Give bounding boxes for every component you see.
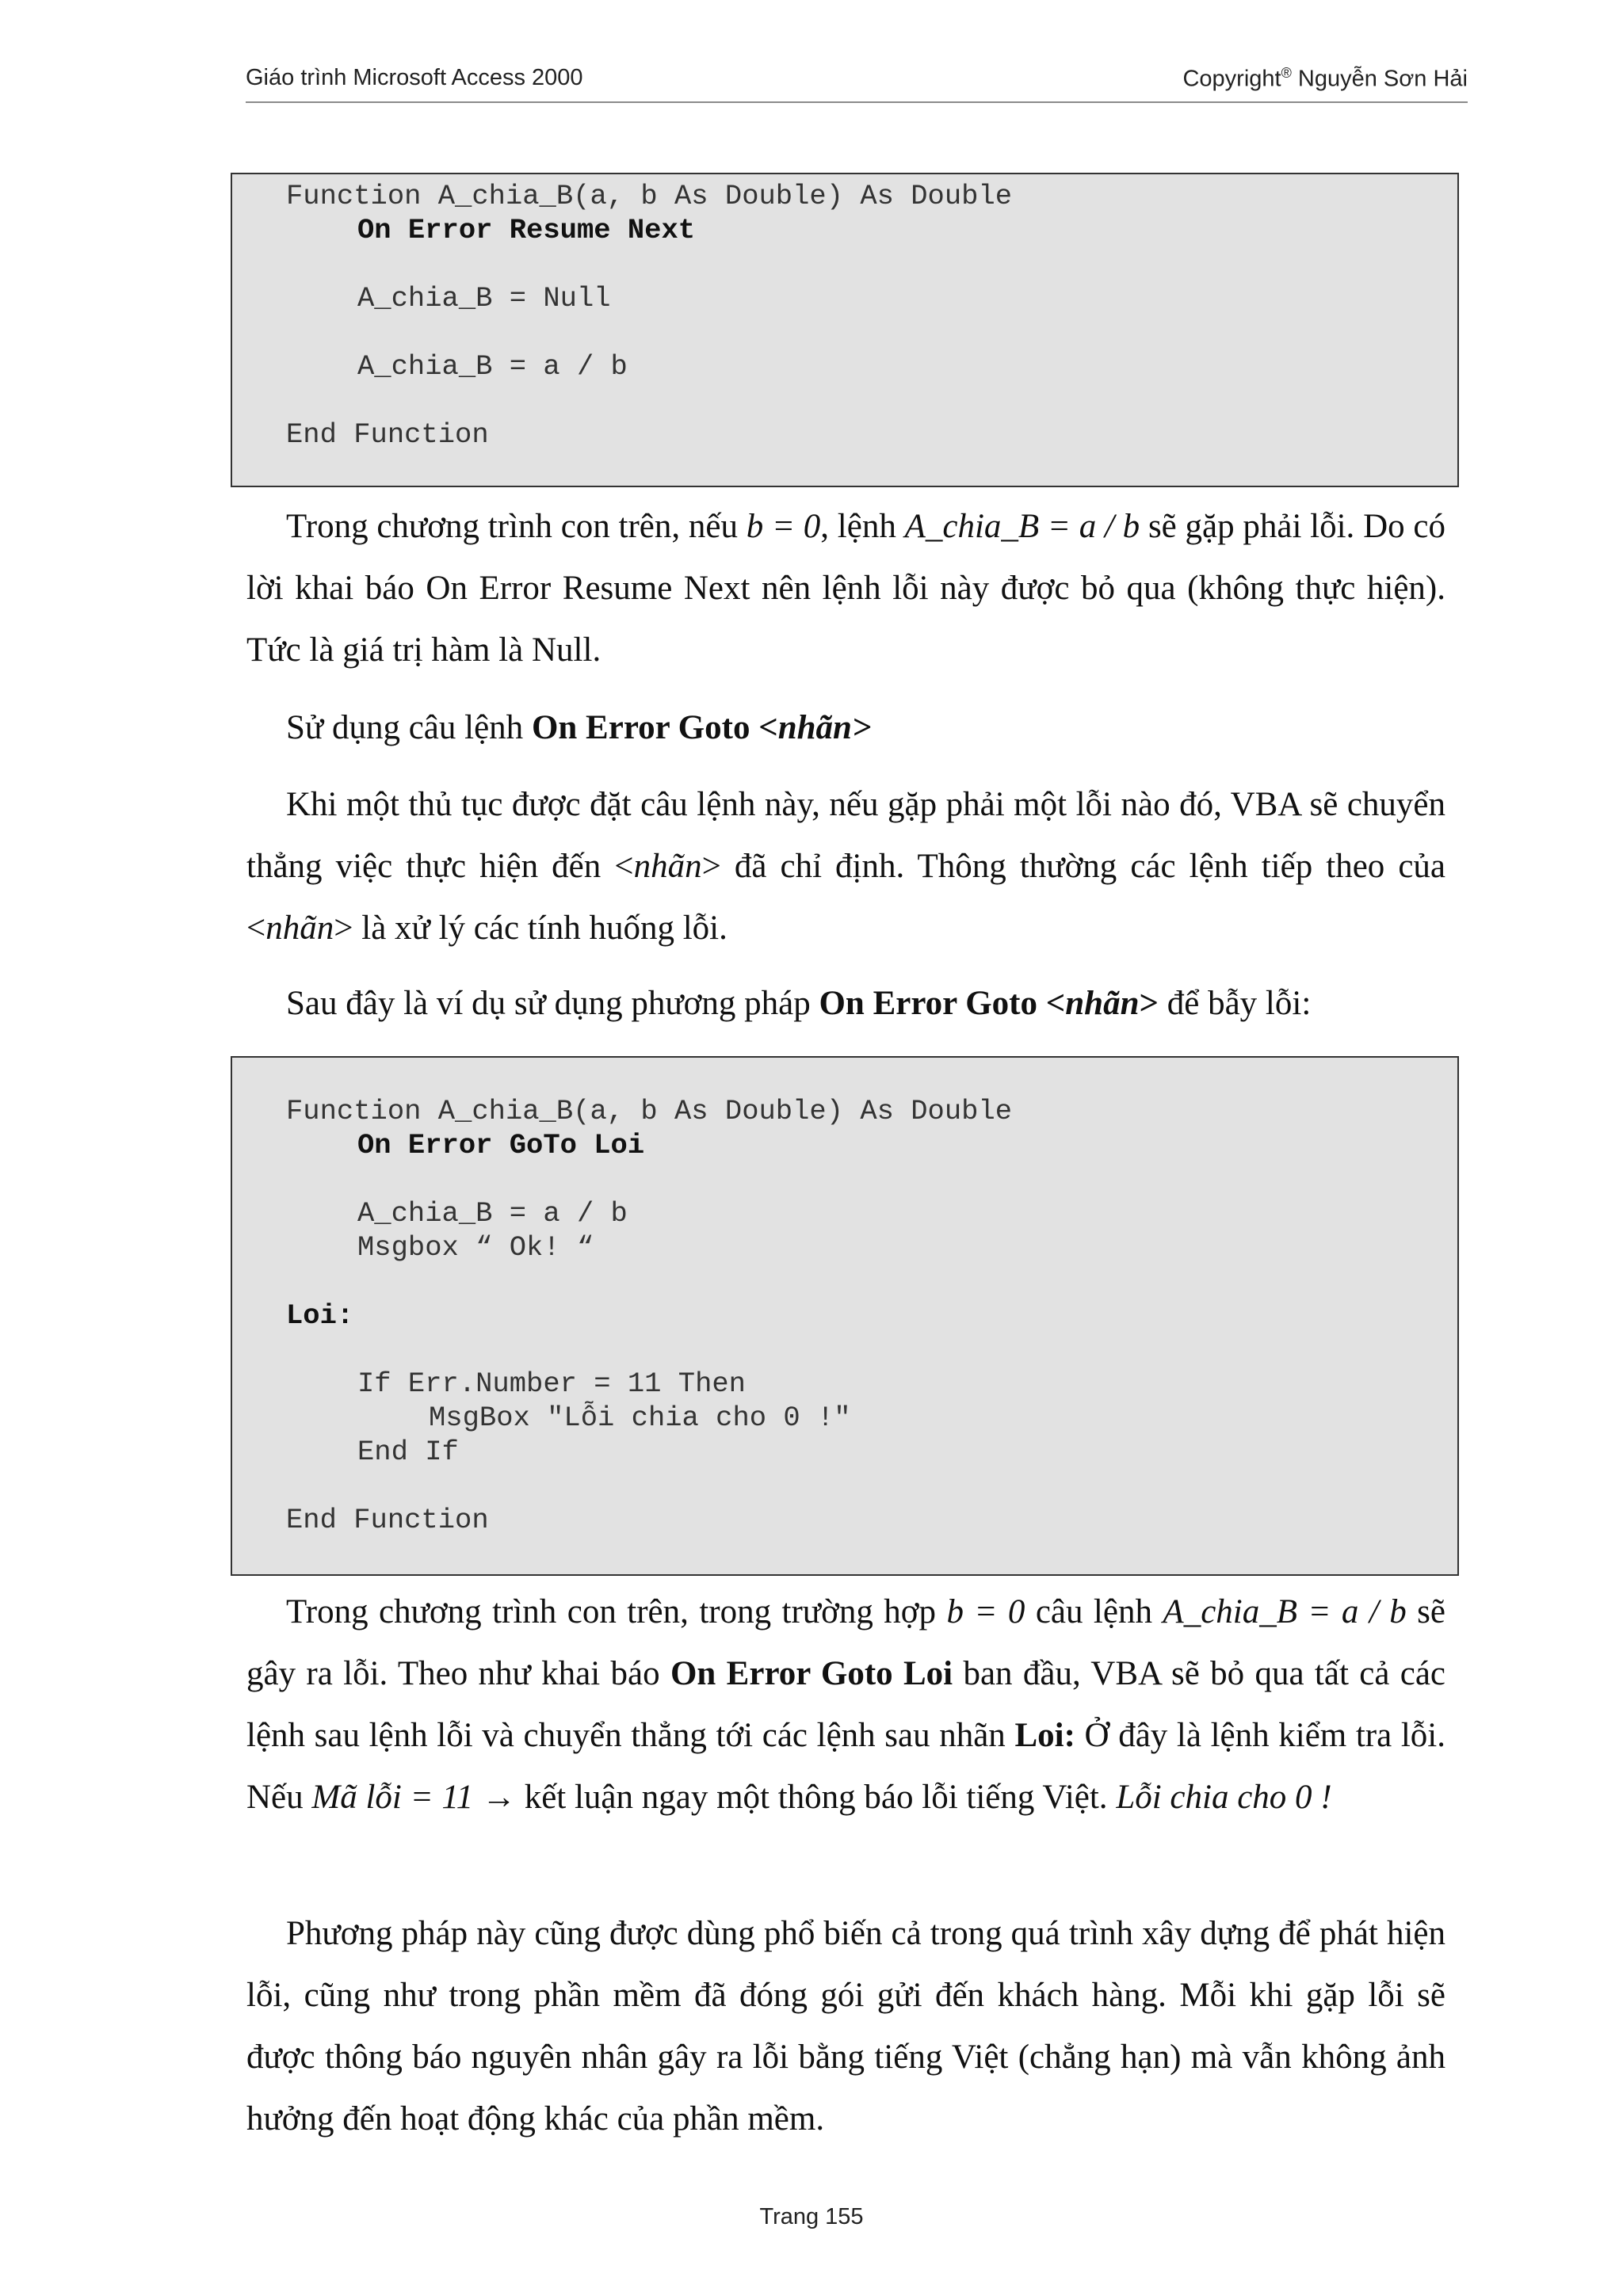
bold-text: On Error Goto: [531, 709, 759, 746]
code-line: If Err.Number = 11 Then: [357, 1367, 746, 1400]
code-line: A_chia_B = a / b: [357, 1197, 628, 1230]
arrow-icon: →: [473, 1779, 525, 1816]
bold-text: Loi:: [1014, 1717, 1075, 1754]
italic-text: b = 0: [946, 1593, 1025, 1630]
italic-text: Mã lỗi = 11: [311, 1779, 474, 1816]
text: sẽ gây ra lỗi. Theo như khai báo: [246, 1593, 1445, 1692]
italic-text: b = 0: [746, 508, 821, 545]
paragraph-resume-next-explanation: [246, 496, 1445, 681]
italic-text: A_chia_B = a / b: [1163, 1593, 1407, 1630]
code-line: End If: [357, 1436, 459, 1468]
page-header: [246, 62, 1468, 103]
author-name: Nguyễn Sơn Hải: [1291, 66, 1468, 92]
code-line: Function A_chia_B(a, b As Double) As Double: [286, 1095, 1013, 1127]
text: để bẫy lỗi:: [1159, 985, 1312, 1022]
text: ban đầu, VBA sẽ bỏ qua tất cả các lệnh sau lệnh lỗi và chuyển thẳng tới các lệnh sau nhãn: [246, 1655, 1445, 1754]
text: Trong chương trình con trên, trong trường hợp: [286, 1593, 947, 1630]
registered-mark: ®: [1281, 65, 1292, 81]
code-line: On Error GoTo Loi: [357, 1129, 645, 1161]
text: kết luận ngay một thông báo lỗi tiếng Việt.: [524, 1779, 1117, 1816]
code-block-resume-next: [231, 173, 1459, 487]
code-line: Msgbox “ Ok! “: [357, 1231, 594, 1264]
paragraph-goto-heading: [246, 697, 1445, 759]
italic-text: Lỗi chia cho 0 !: [1116, 1779, 1332, 1816]
bold-italic-text: <nhãn>: [758, 709, 872, 746]
text: Phương pháp này cũng được dùng phổ biến cả trong quá trình xây dựng để phát hiện lỗi, cũng như trong phần mềm đã đóng gói gửi đến khách hàng. Mỗi khi gặp lỗi sẽ được thông báo nguyên nhân gây ra lỗi bằng tiếng Việt (chẳng hạn) mà vẫn không ảnh hưởng đến hoạt động khác của phần mềm.: [246, 1915, 1445, 2138]
italic-text: A_chia_B = a / b: [904, 508, 1140, 545]
bold-italic-text: nhãn: [1065, 985, 1140, 1022]
italic-text: nhãn: [633, 848, 702, 885]
copyright-prefix: Copyright: [1182, 66, 1281, 92]
paragraph-goto-explanation: [246, 1581, 1445, 1829]
header-book-title: Giáo trình Microsoft Access 2000: [246, 65, 583, 90]
code-line: A_chia_B = Null: [357, 282, 611, 315]
text: > đã chỉ định. Thông thường các lệnh tiếp theo của <: [246, 848, 1445, 947]
paragraph-method-summary: [246, 1903, 1445, 2150]
text: Ở đây là lệnh kiểm tra lỗi. Nếu: [246, 1717, 1445, 1816]
text: sẽ gặp phải lỗi. Do có lời khai báo On Error Resume Next nên lệnh lỗi này được bỏ qua (không thực hiện). Tức là giá trị hàm là Null.: [246, 508, 1445, 669]
bold-text: On Error Goto Loi: [670, 1655, 953, 1692]
code-line: MsgBox "Lỗi chia cho 0 !": [429, 1402, 851, 1434]
code-line: End Function: [286, 418, 489, 451]
code-line: End Function: [286, 1504, 489, 1536]
code-line: On Error Resume Next: [357, 214, 696, 246]
code-line: A_chia_B = a / b: [357, 350, 628, 383]
text: , lệnh: [820, 508, 905, 545]
italic-text: nhãn: [265, 910, 334, 947]
code-label: Loi:: [286, 1299, 354, 1332]
text: câu lệnh: [1025, 1593, 1163, 1630]
text: Sử dụng câu lệnh: [286, 709, 532, 746]
text: > là xử lý các tính huống lỗi.: [334, 910, 727, 947]
bold-text: >: [1139, 985, 1159, 1022]
bold-text: On Error Goto <: [819, 985, 1066, 1022]
code-line: Function A_chia_B(a, b As Double) As Double: [286, 180, 1013, 212]
paragraph-example-intro: [246, 973, 1445, 1035]
page-number: Trang 155: [759, 2204, 864, 2229]
text: Trong chương trình con trên, nếu: [286, 508, 747, 545]
code-block-goto-loi: [231, 1056, 1459, 1576]
text: Khi một thủ tục được đặt câu lệnh này, nếu gặp phải một lỗi nào đó, VBA sẽ chuyển thẳng việc thực hiện đến <: [246, 786, 1445, 885]
paragraph-goto-description: [246, 774, 1445, 959]
text: Sau đây là ví dụ sử dụng phương pháp: [286, 985, 819, 1022]
header-copyright: [1182, 65, 1468, 93]
